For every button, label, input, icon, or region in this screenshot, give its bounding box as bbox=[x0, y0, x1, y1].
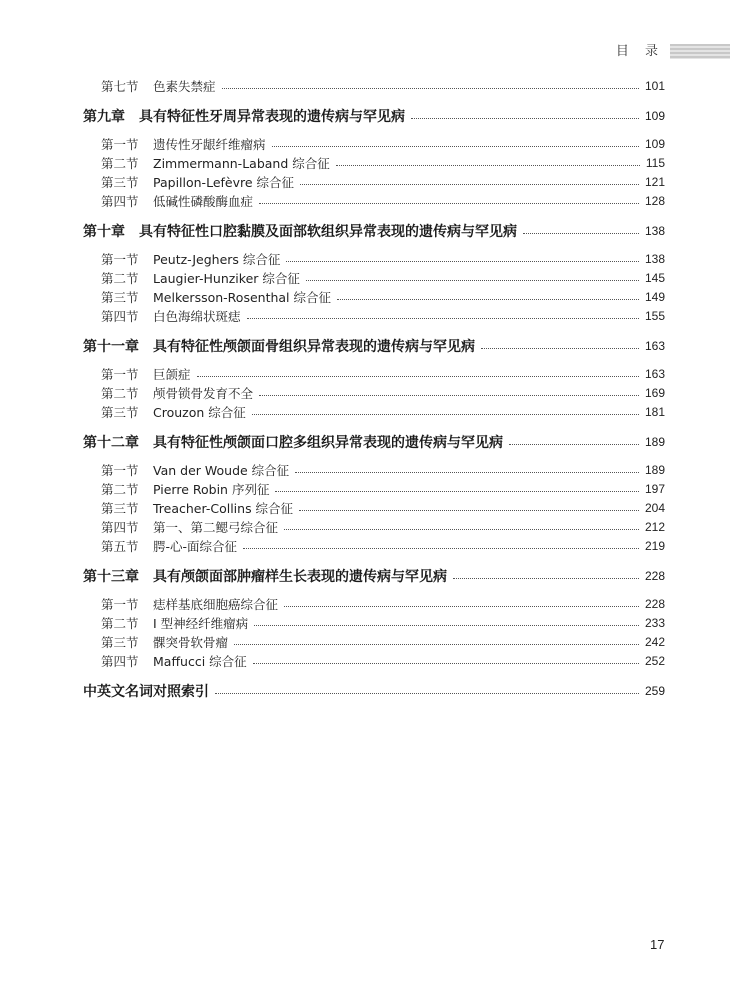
toc-section-entry[interactable] bbox=[83, 460, 665, 479]
toc-section-entry[interactable] bbox=[83, 268, 665, 287]
dot-leader bbox=[295, 472, 639, 473]
toc-chapter-entry[interactable] bbox=[83, 681, 665, 700]
toc-section-entry[interactable] bbox=[83, 517, 665, 536]
entry-page-number: 204 bbox=[644, 500, 665, 515]
entry-title: I 型神经纤维瘤病 bbox=[153, 615, 249, 631]
entry-label: 第一节 bbox=[101, 366, 139, 382]
table-of-contents bbox=[83, 76, 665, 709]
entry-title: 痣样基底细胞癌综合征 bbox=[153, 596, 279, 612]
dot-leader bbox=[336, 165, 640, 166]
entry-page-number: 128 bbox=[644, 193, 665, 208]
entry-label: 第一节 bbox=[101, 596, 139, 612]
dot-leader bbox=[523, 233, 639, 234]
entry-page-number: 252 bbox=[644, 653, 665, 668]
toc-section-entry[interactable] bbox=[83, 153, 665, 172]
entry-page-number: 138 bbox=[644, 223, 665, 238]
entry-page-number: 163 bbox=[644, 366, 665, 381]
dot-leader bbox=[222, 88, 639, 89]
toc-chapter-entry[interactable] bbox=[83, 221, 665, 240]
toc-section-entry[interactable] bbox=[83, 651, 665, 670]
entry-page-number: 219 bbox=[644, 538, 665, 553]
entry-page-number: 169 bbox=[644, 385, 665, 400]
entry-page-number: 109 bbox=[644, 108, 665, 123]
entry-title: Zimmermann-Laband 综合征 bbox=[153, 155, 330, 171]
dot-leader bbox=[275, 491, 639, 492]
entry-page-number: 101 bbox=[644, 78, 665, 93]
toc-section-entry[interactable] bbox=[83, 134, 665, 153]
entry-title: 髁突骨软骨瘤 bbox=[153, 634, 229, 650]
header-decorative-bar bbox=[670, 44, 730, 59]
dot-leader bbox=[509, 444, 639, 445]
dot-leader bbox=[215, 693, 639, 694]
entry-label: 第二节 bbox=[101, 270, 139, 286]
entry-title: 腭-心-面综合征 bbox=[153, 538, 238, 554]
page-number: 17 bbox=[650, 937, 665, 952]
dot-leader bbox=[272, 146, 639, 147]
entry-label: 第一节 bbox=[101, 251, 139, 267]
toc-section-entry[interactable] bbox=[83, 306, 665, 325]
toc-section-entry[interactable] bbox=[83, 479, 665, 498]
entry-title: 遗传性牙龈纤维瘤病 bbox=[153, 136, 266, 152]
entry-page-number: 212 bbox=[644, 519, 665, 534]
dot-leader bbox=[234, 644, 639, 645]
toc-section-entry[interactable] bbox=[83, 364, 665, 383]
dot-leader bbox=[299, 510, 639, 511]
toc-section-entry[interactable] bbox=[83, 632, 665, 651]
toc-chapter-entry[interactable] bbox=[83, 106, 665, 125]
dot-leader bbox=[259, 395, 639, 396]
entry-page-number: 145 bbox=[644, 270, 665, 285]
entry-page-number: 163 bbox=[644, 338, 665, 353]
dot-leader bbox=[284, 529, 639, 530]
entry-page-number: 149 bbox=[644, 289, 665, 304]
dot-leader bbox=[306, 280, 639, 281]
entry-page-number: 115 bbox=[645, 155, 665, 170]
entry-title: 色素失禁症 bbox=[153, 78, 216, 94]
toc-chapter-entry[interactable] bbox=[83, 566, 665, 585]
entry-label: 第四节 bbox=[101, 519, 139, 535]
dot-leader bbox=[337, 299, 639, 300]
entry-page-number: 233 bbox=[644, 615, 665, 630]
dot-leader bbox=[286, 261, 639, 262]
dot-leader bbox=[259, 203, 639, 204]
entry-label: 第九章 bbox=[83, 108, 125, 125]
entry-title: 具有特征性颅颌面骨组织异常表现的遗传病与罕见病 bbox=[153, 338, 475, 355]
entry-title: 中英文名词对照索引 bbox=[83, 683, 209, 700]
entry-title: Melkersson-Rosenthal 综合征 bbox=[153, 289, 332, 305]
entry-label: 第七节 bbox=[101, 78, 139, 94]
toc-section-entry[interactable] bbox=[83, 594, 665, 613]
toc-chapter-entry[interactable] bbox=[83, 432, 665, 451]
dot-leader bbox=[284, 606, 639, 607]
entry-title: 颅骨锁骨发育不全 bbox=[153, 385, 254, 401]
entry-title: 第一、第二鳃弓综合征 bbox=[153, 519, 279, 535]
entry-page-number: 109 bbox=[644, 136, 665, 151]
entry-label: 第二节 bbox=[101, 615, 139, 631]
entry-title: 具有颅颌面部肿瘤样生长表现的遗传病与罕见病 bbox=[153, 568, 447, 585]
entry-label: 第五节 bbox=[101, 538, 139, 554]
dot-leader bbox=[411, 118, 639, 119]
entry-title: Peutz-Jeghers 综合征 bbox=[153, 251, 281, 267]
entry-page-number: 189 bbox=[644, 462, 665, 477]
entry-label: 第二节 bbox=[101, 155, 139, 171]
entry-title: Treacher-Collins 综合征 bbox=[153, 500, 294, 516]
dot-leader bbox=[243, 548, 639, 549]
toc-section-entry[interactable] bbox=[83, 498, 665, 517]
entry-page-number: 121 bbox=[644, 174, 665, 189]
entry-title: Crouzon 综合征 bbox=[153, 404, 246, 420]
dot-leader bbox=[252, 414, 639, 415]
toc-section-entry[interactable] bbox=[83, 536, 665, 555]
entry-label: 第二节 bbox=[101, 481, 139, 497]
entry-label: 第十三章 bbox=[83, 568, 139, 585]
entry-label: 第十章 bbox=[83, 223, 125, 240]
running-header-title: 目 录 bbox=[615, 44, 658, 59]
dot-leader bbox=[197, 376, 639, 377]
entry-label: 第二节 bbox=[101, 385, 139, 401]
entry-title: 白色海绵状斑痣 bbox=[153, 308, 241, 324]
entry-label: 第一节 bbox=[101, 462, 139, 478]
entry-page-number: 138 bbox=[644, 251, 665, 266]
dot-leader bbox=[300, 184, 639, 185]
entry-label: 第三节 bbox=[101, 289, 139, 305]
toc-section-entry[interactable] bbox=[83, 402, 665, 421]
dot-leader bbox=[481, 348, 639, 349]
entry-page-number: 181 bbox=[644, 404, 665, 419]
entry-title: 具有特征性口腔黏膜及面部软组织异常表现的遗传病与罕见病 bbox=[139, 223, 517, 240]
entry-title: Van der Woude 综合征 bbox=[153, 462, 290, 478]
entry-page-number: 189 bbox=[644, 434, 665, 449]
entry-page-number: 242 bbox=[644, 634, 665, 649]
entry-label: 第三节 bbox=[101, 634, 139, 650]
dot-leader bbox=[254, 625, 639, 626]
entry-page-number: 155 bbox=[644, 308, 665, 323]
toc-section-entry[interactable] bbox=[83, 383, 665, 402]
dot-leader bbox=[453, 578, 639, 579]
entry-label: 第四节 bbox=[101, 193, 139, 209]
entry-label: 第四节 bbox=[101, 308, 139, 324]
entry-title: 具有特征性牙周异常表现的遗传病与罕见病 bbox=[139, 108, 405, 125]
entry-page-number: 228 bbox=[644, 596, 665, 611]
entry-label: 第十二章 bbox=[83, 434, 139, 451]
entry-page-number: 259 bbox=[644, 683, 665, 698]
entry-title: 具有特征性颅颌面口腔多组织异常表现的遗传病与罕见病 bbox=[153, 434, 503, 451]
toc-section-entry[interactable] bbox=[83, 249, 665, 268]
entry-title: Pierre Robin 序列征 bbox=[153, 481, 270, 497]
entry-label: 第四节 bbox=[101, 653, 139, 669]
entry-title: Maffucci 综合征 bbox=[153, 653, 247, 669]
toc-chapter-entry[interactable] bbox=[83, 336, 665, 355]
toc-section-entry[interactable] bbox=[83, 613, 665, 632]
entry-title: Papillon-Lefèvre 综合征 bbox=[153, 174, 295, 190]
entry-label: 第一节 bbox=[101, 136, 139, 152]
toc-section-entry[interactable] bbox=[83, 172, 665, 191]
entry-title: Laugier-Hunziker 综合征 bbox=[153, 270, 300, 286]
toc-section-entry[interactable] bbox=[83, 287, 665, 306]
toc-section-entry[interactable] bbox=[83, 191, 665, 210]
dot-leader bbox=[253, 663, 639, 664]
entry-page-number: 228 bbox=[644, 568, 665, 583]
entry-label: 第十一章 bbox=[83, 338, 139, 355]
entry-label: 第三节 bbox=[101, 500, 139, 516]
entry-title: 巨颌症 bbox=[153, 366, 191, 382]
entry-title: 低碱性磷酸酶血症 bbox=[153, 193, 254, 209]
toc-section-entry[interactable] bbox=[83, 76, 665, 95]
entry-label: 第三节 bbox=[101, 174, 139, 190]
dot-leader bbox=[247, 318, 639, 319]
entry-page-number: 197 bbox=[644, 481, 665, 496]
entry-label: 第三节 bbox=[101, 404, 139, 420]
